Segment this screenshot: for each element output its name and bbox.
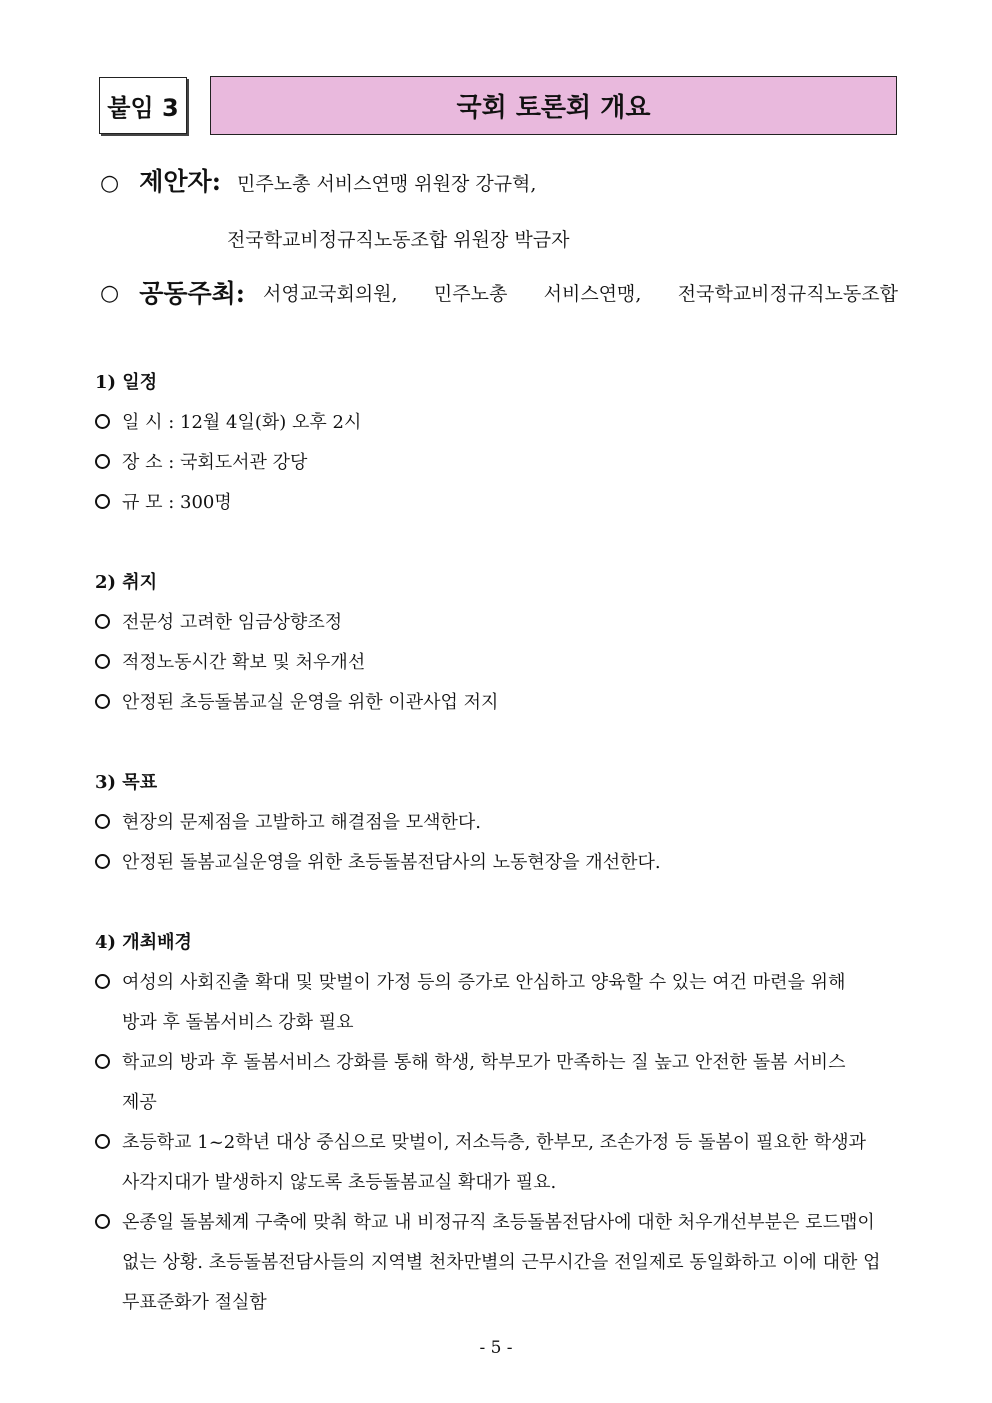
page-title: 국회 토론회 개요 [456, 93, 651, 123]
proposer-text-1: 민주노총 서비스연맹 위원장 강규혁, [236, 173, 537, 195]
section-heading: 4) 개최배경 [95, 932, 192, 953]
hollow-circle-icon: ○ [100, 171, 120, 196]
cohost-item: 서비스연맹, [543, 283, 642, 305]
list-item [95, 611, 342, 635]
bullet-circle-icon [95, 1054, 110, 1069]
list-item-text: 안정된 초등돌봄교실 운영을 위한 이관사업 저지 [122, 692, 499, 713]
cohost-label: 공동주최: [139, 279, 246, 308]
list-item [95, 1131, 898, 1195]
list-item-text: 현장의 문제점을 고발하고 해결점을 모색한다. [122, 812, 481, 833]
attachment-label-box [99, 77, 187, 134]
section-heading: 2) 취지 [95, 572, 158, 593]
list-item [95, 651, 365, 675]
section-heading: 3) 목표 [95, 772, 158, 793]
list-item [95, 971, 898, 1035]
list-item-text-cont: 사각지대가 발생하지 않도록 초등돌봄교실 확대가 필요. [122, 1172, 557, 1193]
list-item-text: 초등학교 1~2학년 대상 중심으로 맞벌이, 저소득층, 한부모, 조손가정 등 돌봄이 필요한 학생과 [122, 1132, 867, 1153]
hollow-circle-icon: ○ [100, 281, 120, 306]
list-item-text: 안정된 돌봄교실운영을 위한 초등돌봄전담사의 노동현장을 개선한다. [122, 852, 661, 873]
list-item-text: 장 소 : 국회도서관 강당 [122, 452, 308, 473]
title-box [210, 76, 897, 135]
list-item [95, 851, 661, 875]
bullet-circle-icon [95, 974, 110, 989]
proposer-label: 제안자: [139, 167, 221, 196]
bullet-circle-icon [95, 814, 110, 829]
list-item [95, 811, 481, 835]
list-item [95, 1051, 898, 1115]
attachment-label: 붙임 3 [107, 94, 179, 122]
list-item-text: 일 시 : 12월 4일(화) 오후 2시 [122, 412, 362, 433]
cohost-item: 전국학교비정규직노동조합 [677, 283, 898, 305]
list-item [95, 411, 361, 435]
bullet-circle-icon [95, 494, 110, 509]
bullet-circle-icon [95, 854, 110, 869]
list-item [95, 451, 307, 475]
bullet-circle-icon [95, 1134, 110, 1149]
proposer-text-2: 전국학교비정규직노동조합 위원장 박금자 [227, 229, 570, 251]
list-item [95, 691, 498, 715]
list-item-text: 전문성 고려한 임금상향조정 [122, 612, 343, 633]
bullet-circle-icon [95, 414, 110, 429]
section-heading: 1) 일정 [95, 372, 158, 393]
list-item-text: 온종일 돌봄체계 구축에 맞춰 학교 내 비정규직 초등돌봄전담사에 대한 처우개선부분은 로드맵이 [122, 1212, 875, 1233]
cohost-line [100, 279, 898, 308]
bullet-circle-icon [95, 614, 110, 629]
cohost-item: 민주노총 [433, 283, 508, 305]
bullet-circle-icon [95, 694, 110, 709]
list-item-text: 규 모 : 300명 [122, 492, 232, 513]
bullet-circle-icon [95, 454, 110, 469]
list-item-text-cont: 없는 상황. 초등돌봄전담사들의 지역별 천차만별의 근무시간을 전일제로 동일화하고 이에 대한 업 [122, 1252, 881, 1273]
proposer-line-1 [100, 167, 537, 196]
list-item-text: 학교의 방과 후 돌봄서비스 강화를 통해 학생, 학부모가 만족하는 질 높고 안전한 돌봄 서비스 [122, 1052, 846, 1073]
list-item-text-cont: 제공 [122, 1092, 157, 1113]
list-item-text-cont: 무표준화가 절실함 [122, 1292, 267, 1313]
list-item [95, 1211, 898, 1315]
cohost-item: 서영교국회의원, [263, 283, 398, 305]
list-item-text: 적정노동시간 확보 및 처우개선 [122, 652, 366, 673]
list-item-text-cont: 방과 후 돌봄서비스 강화 필요 [122, 1012, 354, 1033]
list-item-text: 여성의 사회진출 확대 및 맞벌이 가정 등의 증가로 안심하고 양육할 수 있는 여건 마련을 위해 [122, 972, 846, 993]
cohost-list [263, 282, 898, 306]
bullet-circle-icon [95, 654, 110, 669]
bullet-circle-icon [95, 1214, 110, 1229]
proposer-line-2 [227, 228, 569, 252]
page-number: - 5 - [479, 1338, 513, 1358]
list-item [95, 491, 232, 515]
